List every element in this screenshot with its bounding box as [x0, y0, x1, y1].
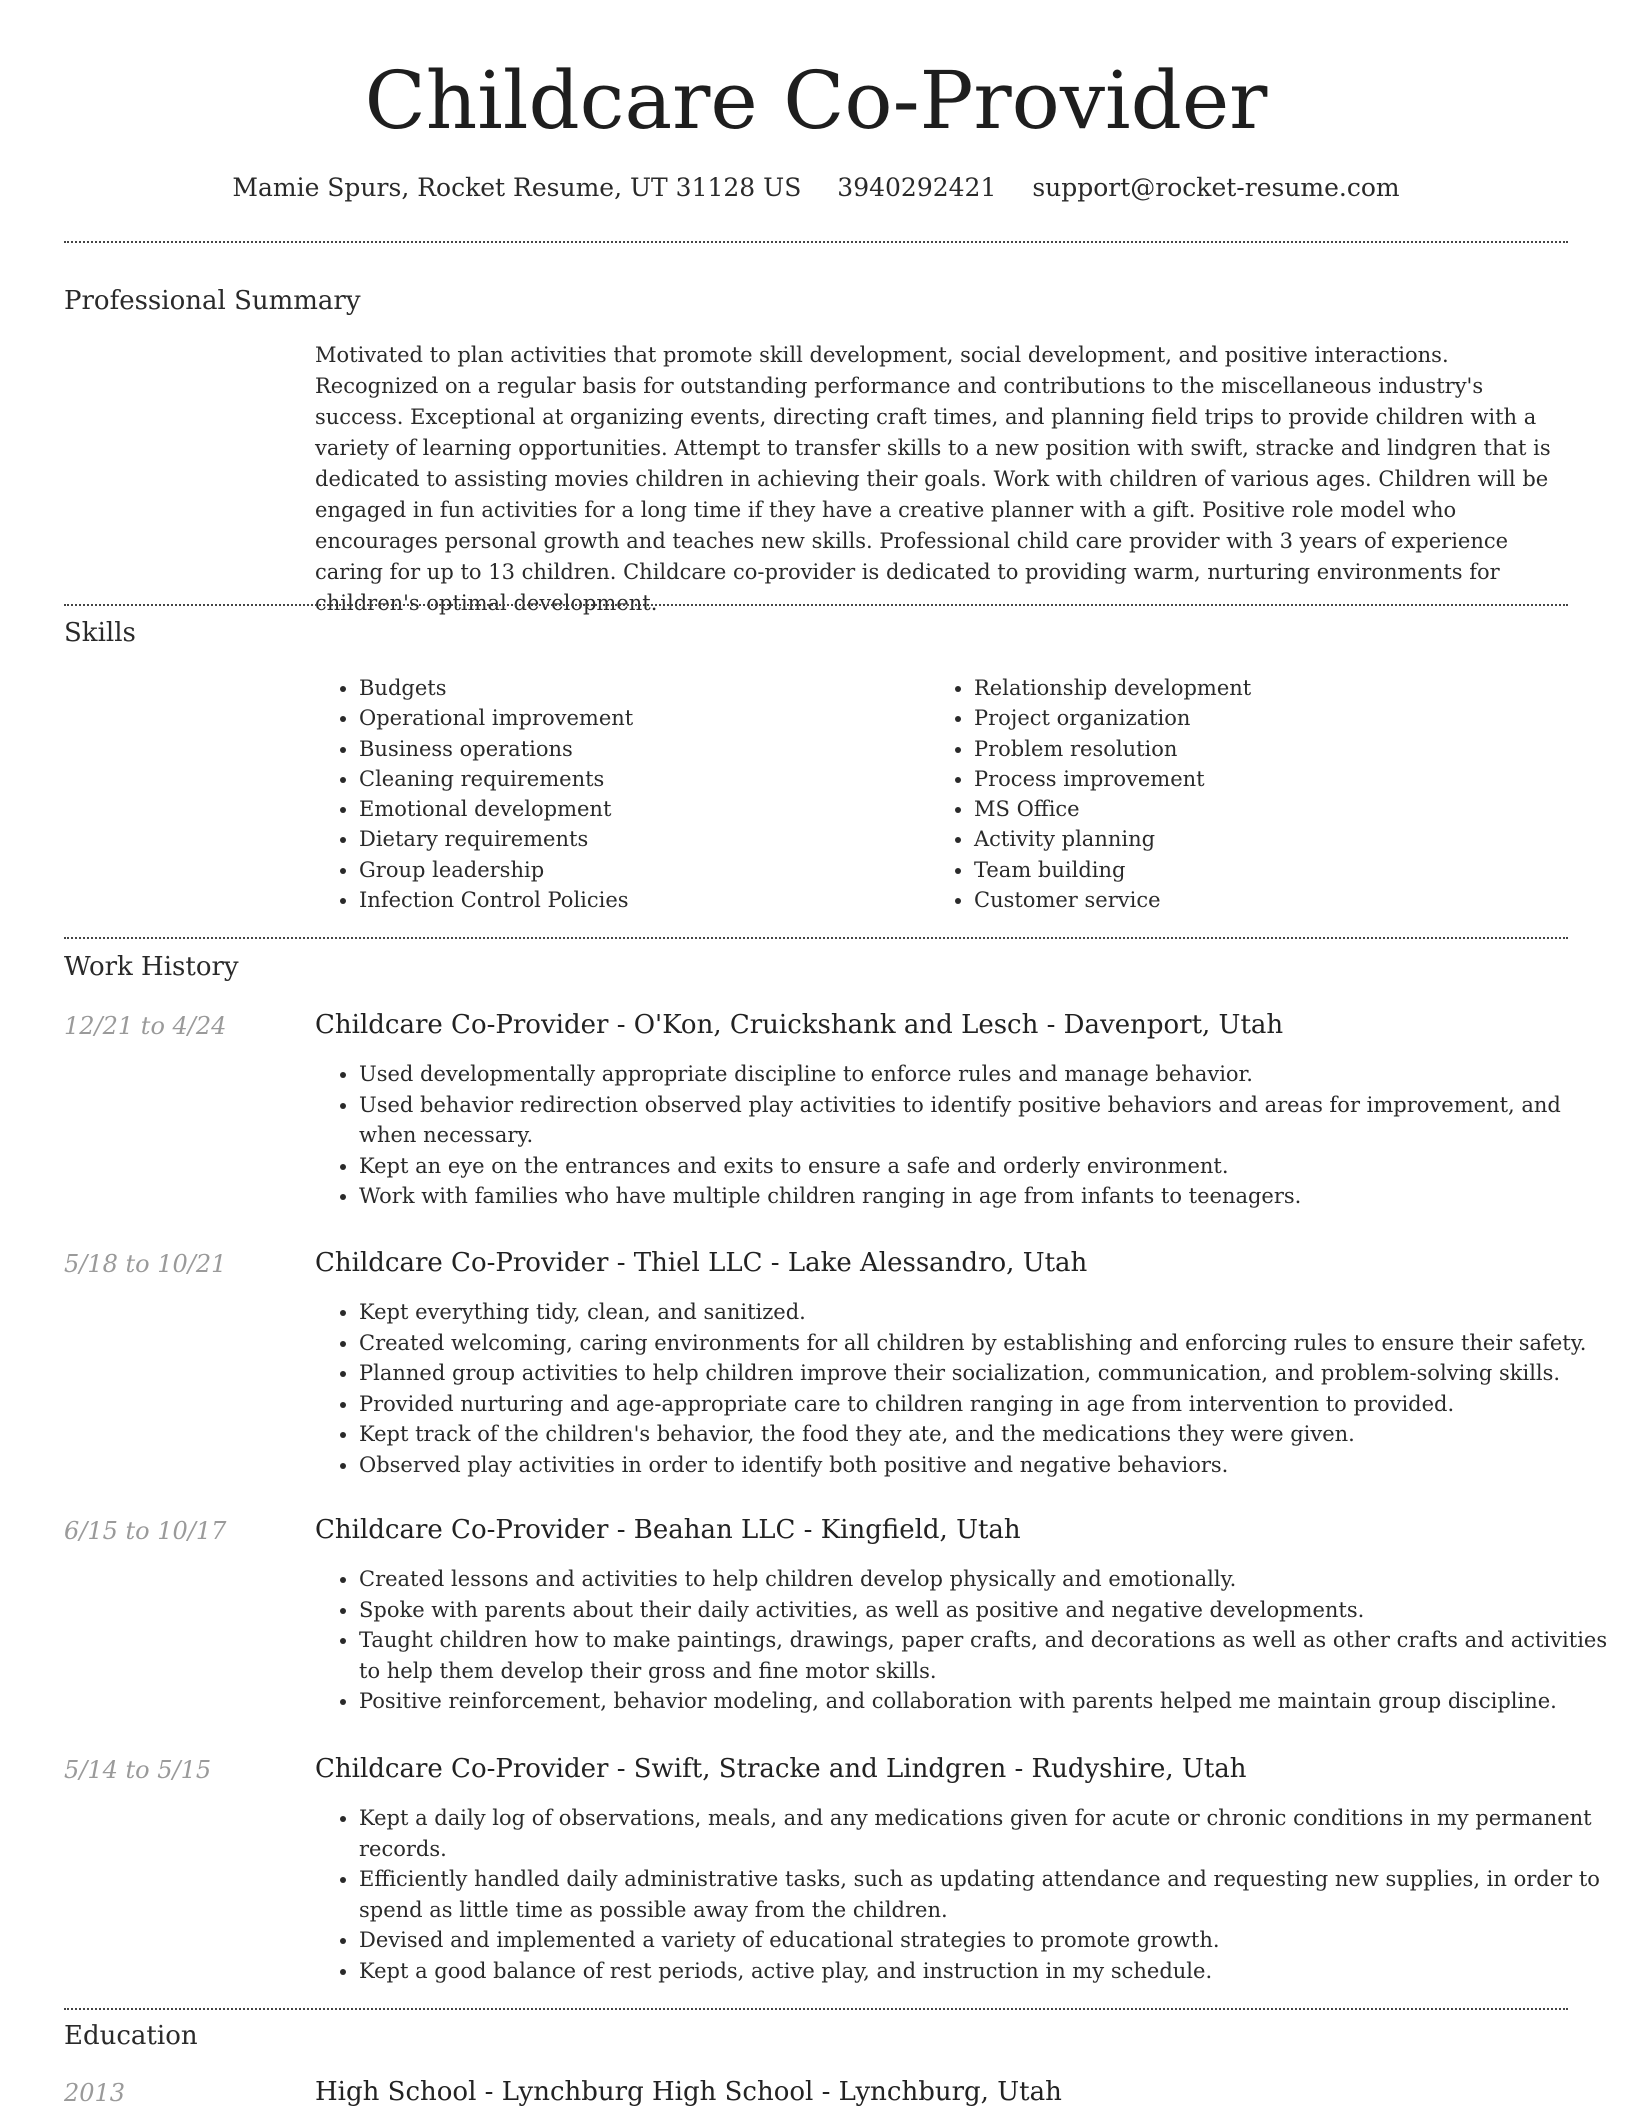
job-bullets [315, 1297, 1619, 1481]
skills-heading: Skills [64, 618, 136, 648]
job-bullet: • Efficiently handled daily administrative tasks, such as updating attendance and requesting new supplies, in order to spend as little time as possible away from the children. [359, 1864, 1619, 1925]
skill-item: • Operational improvement [359, 703, 919, 733]
skill-item: • Business operations [359, 734, 919, 764]
job-bullet: • Planned group activities to help children improve their socialization, communication, and problem-solving skills. [359, 1358, 1619, 1389]
skill-item: • Process improvement [974, 764, 1534, 794]
job-bullet: • Observed play activities in order to identify both positive and negative behaviors. [359, 1450, 1619, 1481]
job-bullets [315, 1059, 1619, 1212]
job-dates: 12/21 to 4/24 [64, 1012, 227, 1040]
skill-item: • Project organization [974, 703, 1534, 733]
job-title: Childcare Co-Provider - Thiel LLC - Lake Alessandro, Utah [315, 1248, 1088, 1278]
skill-item: • Activity planning [974, 824, 1534, 854]
job-bullet: • Positive reinforcement, behavior modeling, and collaboration with parents helped me maintain group discipline. [359, 1686, 1619, 1717]
contact-line [0, 170, 1632, 206]
skill-item: • Relationship development [974, 673, 1534, 703]
job-dates: 5/18 to 10/21 [64, 1250, 227, 1278]
job-bullets [315, 1564, 1619, 1717]
skill-item: • Group leadership [359, 855, 919, 885]
job-title: Childcare Co-Provider - O'Kon, Cruickshank and Lesch - Davenport, Utah [315, 1010, 1284, 1040]
education-year: 2013 [64, 2079, 126, 2107]
contact-phone: 3940292421 [837, 173, 997, 202]
skill-item: • Team building [974, 855, 1534, 885]
work-history-heading: Work History [64, 952, 239, 982]
skill-item: • Infection Control Policies [359, 885, 919, 915]
skill-item: • Budgets [359, 673, 919, 703]
job-bullet: • Kept an eye on the entrances and exits to ensure a safe and orderly environment. [359, 1151, 1619, 1182]
job-bullet: • Kept track of the children's behavior, the food they ate, and the medications they were given. [359, 1419, 1619, 1450]
skill-item: • Problem resolution [974, 734, 1534, 764]
contact-address: Mamie Spurs, Rocket Resume, UT 31128 US [232, 173, 802, 202]
skill-item: • Customer service [974, 885, 1534, 915]
job-bullet: • Work with families who have multiple children ranging in age from infants to teenagers. [359, 1181, 1619, 1212]
job-bullet: • Kept a daily log of observations, meals, and any medications given for acute or chronic conditions in my permanent records. [359, 1803, 1619, 1864]
job-bullet: • Created lessons and activities to help children develop physically and emotionally. [359, 1564, 1619, 1595]
section-divider [64, 937, 1568, 939]
job-bullet: • Provided nurturing and age-appropriate care to children ranging in age from intervention to provided. [359, 1389, 1619, 1420]
section-divider [64, 2008, 1568, 2010]
education-title: High School - Lynchburg High School - Lynchburg, Utah [315, 2077, 1062, 2107]
job-bullet: • Created welcoming, caring environments for all children by establishing and enforcing rules to ensure their safety. [359, 1328, 1619, 1359]
job-bullet: • Used behavior redirection observed play activities to identify positive behaviors and areas for improvement, and when necessary. [359, 1090, 1619, 1151]
summary-heading: Professional Summary [64, 286, 361, 316]
section-divider [64, 241, 1568, 243]
job-bullet: • Kept everything tidy, clean, and sanitized. [359, 1297, 1619, 1328]
section-divider [64, 604, 1568, 606]
job-bullet: • Taught children how to make paintings, drawings, paper crafts, and decorations as well as other crafts and activities to help them develop their gross and fine motor skills. [359, 1625, 1619, 1686]
resume-title: Childcare Co-Provider [364, 54, 1268, 147]
skill-item: • Cleaning requirements [359, 764, 919, 794]
skill-item: • MS Office [974, 794, 1534, 824]
job-bullet: • Used developmentally appropriate discipline to enforce rules and manage behavior. [359, 1059, 1619, 1090]
job-title: Childcare Co-Provider - Swift, Stracke and Lindgren - Rudyshire, Utah [315, 1754, 1247, 1784]
contact-email: support@rocket-resume.com [1032, 173, 1400, 202]
job-dates: 6/15 to 10/17 [64, 1517, 227, 1545]
job-bullet: • Spoke with parents about their daily activities, as well as positive and negative developments. [359, 1595, 1619, 1626]
skill-item: • Dietary requirements [359, 824, 919, 854]
job-dates: 5/14 to 5/15 [64, 1756, 212, 1784]
skills-list-left [315, 673, 919, 915]
education-heading: Education [64, 2021, 198, 2051]
job-bullet: • Devised and implemented a variety of educational strategies to promote growth. [359, 1925, 1619, 1956]
summary-text: Motivated to plan activities that promote skill development, social development, and positive interactions. Recognized on a regular basis for outstanding performance and contributions to the miscellaneous industry's success. Exceptional at organizing events, directing craft times, and planning field trips to provide children with a variety of learning opportunities. Attempt to transfer skills to a new position with swift, stracke and lindgren that is dedicated to assisting movies children in achieving their goals. Work with children of various ages. Children will be engaged in fun activities for a long time if they have a creative planner with a gift. Positive role model who encourages personal growth and teaches new skills. Professional child care provider with 3 years of experience caring for up to 13 children. Childcare co-provider is dedicated to providing warm, nurturing environments for children's optimal development. [315, 343, 1551, 615]
job-title: Childcare Co-Provider - Beahan LLC - Kingfield, Utah [315, 1515, 1021, 1545]
skills-list-right [930, 673, 1534, 915]
skill-item: • Emotional development [359, 794, 919, 824]
job-bullets [315, 1803, 1619, 1987]
job-bullet: • Kept a good balance of rest periods, active play, and instruction in my schedule. [359, 1956, 1619, 1987]
